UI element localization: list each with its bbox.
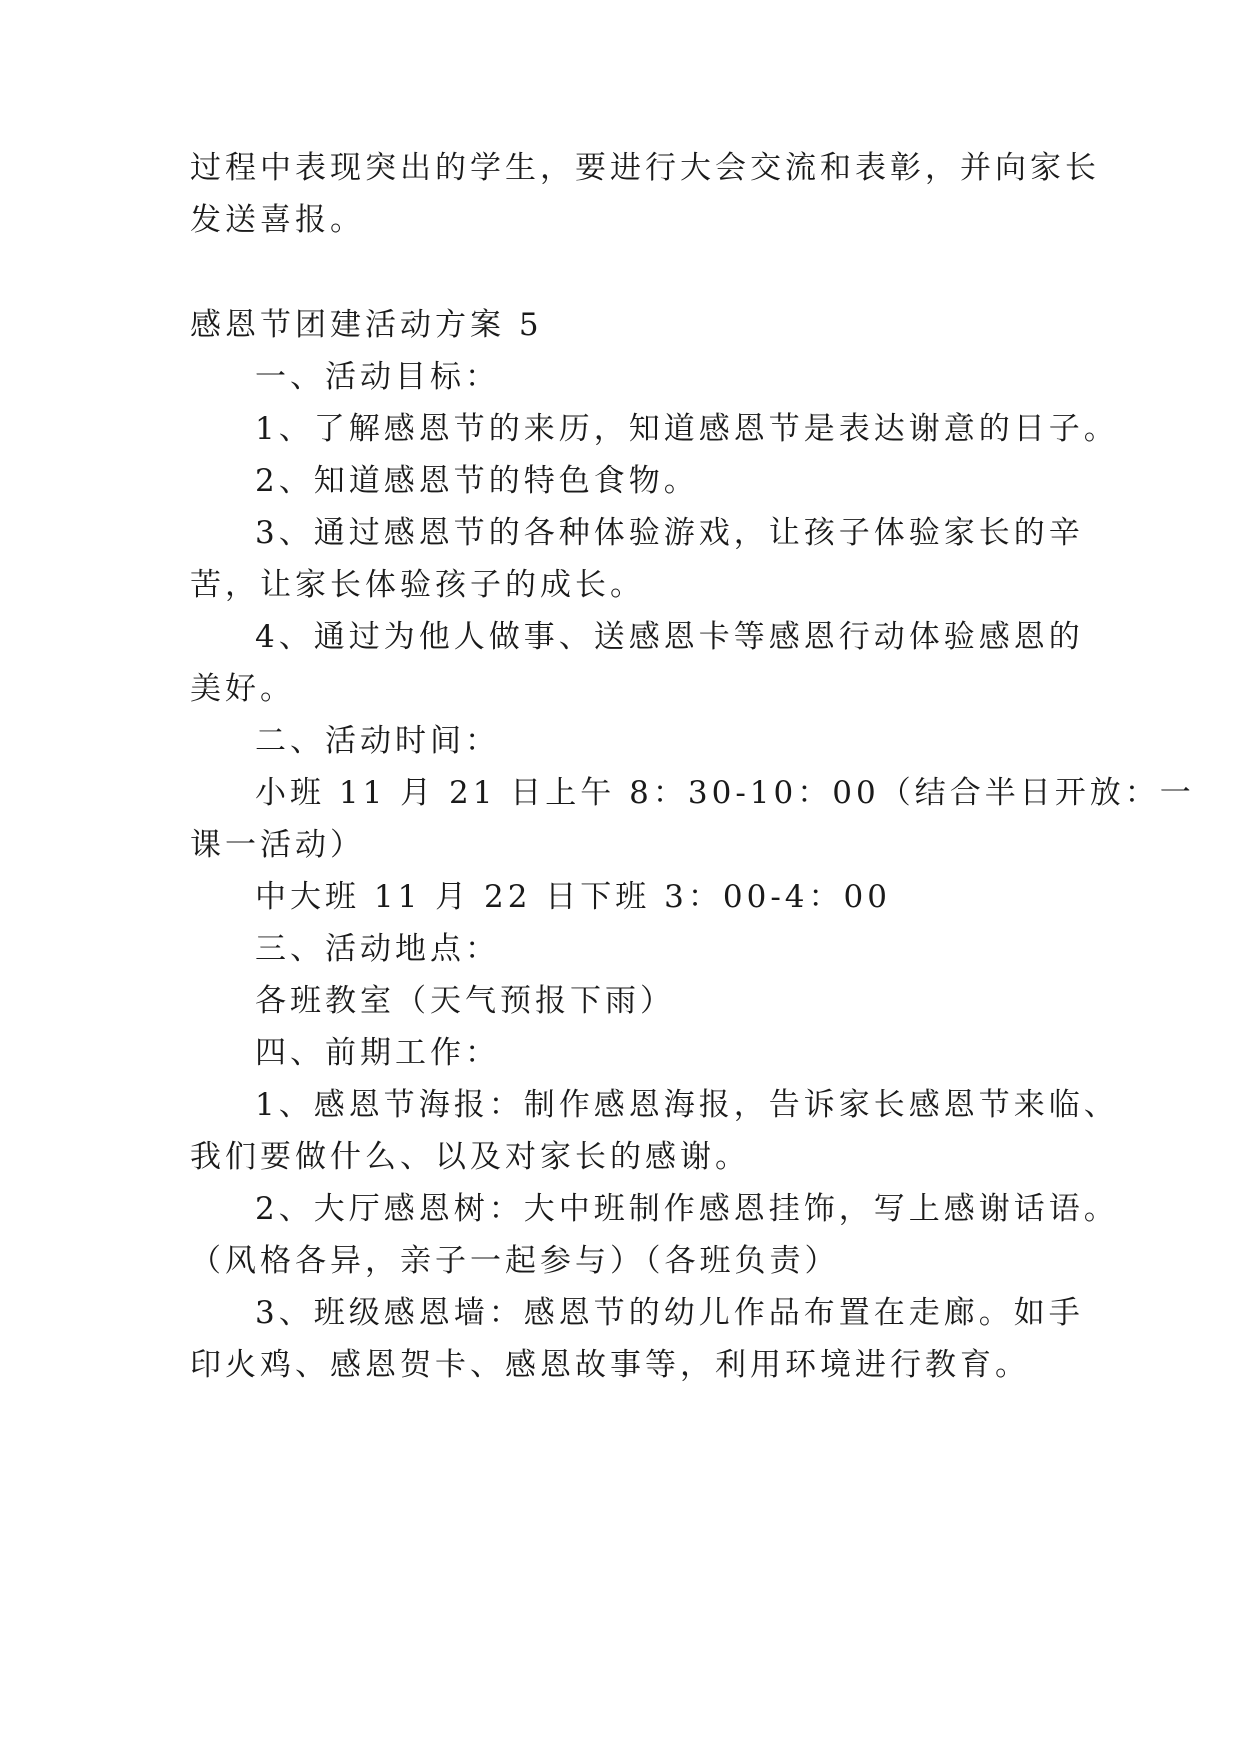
section-title: 感恩节团建活动方案 5 (190, 307, 543, 343)
heading-place: 三、活动地点： (255, 931, 500, 967)
heading-goals: 一、活动目标： (255, 359, 500, 395)
prep-item: 3、班级感恩墙：感恩节的幼儿作品布置在走廊。如手 (255, 1295, 1084, 1331)
goal-item: 1、了解感恩节的来历，知道感恩节是表达谢意的日子。 (255, 411, 1119, 447)
goal-item-continuation: 美好。 (190, 671, 295, 707)
prep-item-continuation: 印火鸡、感恩贺卡、感恩故事等，利用环境进行教育。 (190, 1347, 1030, 1383)
time-item: 小班 11 月 21 日上午 8：30-10：00（结合半日开放：一 (255, 775, 1195, 811)
prep-item-continuation: 我们要做什么、以及对家长的感谢。 (190, 1139, 750, 1175)
heading-time: 二、活动时间： (255, 723, 500, 759)
goal-item: 2、知道感恩节的特色食物。 (255, 463, 699, 499)
goal-item: 3、通过感恩节的各种体验游戏，让孩子体验家长的辛 (255, 515, 1084, 551)
prep-item: 2、大厅感恩树：大中班制作感恩挂饰，写上感谢话语。 (255, 1191, 1119, 1227)
heading-prep: 四、前期工作： (255, 1035, 500, 1071)
prep-item: 1、感恩节海报：制作感恩海报，告诉家长感恩节来临、 (255, 1087, 1119, 1123)
time-item-continuation: 课一活动） (190, 827, 365, 863)
goal-item-continuation: 苦，让家长体验孩子的成长。 (190, 567, 645, 603)
paragraph-line: 发送喜报。 (190, 202, 365, 238)
time-item: 中大班 11 月 22 日下班 3：00-4：00 (255, 879, 891, 915)
prep-item-continuation: （风格各异，亲子一起参与）（各班负责） (190, 1243, 840, 1279)
goal-item: 4、通过为他人做事、送感恩卡等感恩行动体验感恩的 (255, 619, 1084, 655)
paragraph-line: 过程中表现突出的学生，要进行大会交流和表彰，并向家长 (190, 150, 1100, 186)
place-text: 各班教室（天气预报下雨） (255, 983, 675, 1019)
